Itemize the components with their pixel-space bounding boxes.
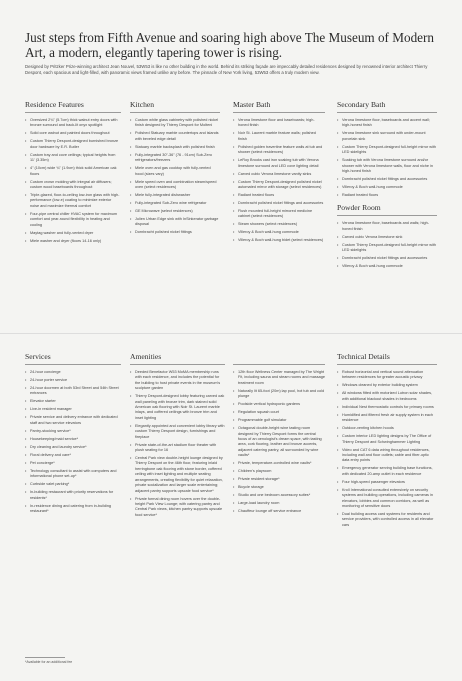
- feature-list: [233, 118, 325, 244]
- list-item: • Studio and one bedroom accessory suites*: [233, 493, 325, 498]
- list-item: • In-residence dining and catering from in-building restaurant*: [25, 504, 121, 515]
- master-bath-section: [233, 100, 325, 246]
- list-item: • Private resident storage*: [233, 477, 325, 482]
- feature-list: [130, 370, 225, 518]
- list-item: • Custom Thierry Despont-designed full-height mirror with LED sidelights: [337, 145, 437, 156]
- feature-list: [337, 370, 437, 528]
- list-item: • Octagonal double-height wine tasting room designed by Thierry Despont forms the central focus of an oenologist's dream space, with tasting area, cork flooring, leather and bronze accents, adjacent catering pantry, all surrounded by wine vaults*: [233, 426, 325, 458]
- list-item: • Bicycle storage: [233, 485, 325, 490]
- list-item: • LeRoy Brooks cast iron soaking tub with Verona limestone surround and LED cove lighting detail: [233, 158, 325, 169]
- feature-list: [130, 118, 220, 236]
- list-item: • Julien Urban Edge sink with InSinkerator garbage disposal: [130, 217, 220, 228]
- list-item: • Custom crown molding with integral air diffusers; custom wood baseboards throughout: [25, 180, 121, 191]
- list-item: • All windows fitted with motorized Lutron solar shades, with additional blackout shades in bedrooms: [337, 391, 437, 402]
- list-item: • Carved cubic Verona limestone vanity sinks: [233, 172, 325, 177]
- list-item: • GE Microwave (select residences): [130, 209, 220, 214]
- list-item: • Video and CAT 6 data wiring throughout residences, including wall and floor outlets; cable and fiber-optic data entry points: [337, 448, 437, 464]
- list-item: • Poolside vertical hydroponic gardens: [233, 402, 325, 407]
- list-item: • Deeded Benefactor W53 MoMA membership runs with each residence, and includes the potential for the building to host private events in the museum's sculpture garden: [130, 370, 225, 392]
- list-item: • Oversized 2¾" (5.7cm) thick walnut entry doors with bronze surround and back-lit onyx spotlight: [25, 118, 121, 129]
- list-item: • Windows cleaned by exterior building system: [337, 383, 437, 388]
- list-item: • Custom interior LED lighting designs by The Office of Thierry Despont and Schwinghammer Lighting: [337, 434, 437, 445]
- feature-list: [337, 118, 437, 198]
- technical-details-section: [337, 352, 437, 531]
- section-divider: [25, 112, 121, 113]
- secondary-bath-section: [337, 100, 437, 272]
- list-item: • 12th floor Wellness Center managed by The Wright Fit, including sauna and steam rooms and massage treatment room: [233, 370, 325, 386]
- list-item: • Villeroy & Boch wall-hung commode: [233, 230, 325, 235]
- list-item: • Dornbracht polished nickel fittings and accessories: [233, 201, 325, 206]
- list-item: • Central Park view double-height lounge designed by Thierry Despont on the 46th floor, featuring inlaid herringbone oak flooring with stone border, coffered ceiling with inset lighting and multiple seating arrangements, creating flexibility for quiet relaxation, private socialization and larger scale entertaining; adjacent pantry supports upscale food service*: [130, 456, 225, 494]
- list-item: • Children's playroom: [233, 469, 325, 474]
- list-item: • Robust horizontal and vertical sound attenuation between residences for greater acoustic privacy: [337, 370, 437, 381]
- list-item: • Custom Thierry Despont-designed polished nickel automated mirror with storage (select residences): [233, 180, 325, 191]
- list-item: • Individual Nest thermostatic controls for primary rooms: [337, 405, 437, 410]
- list-item: • Live-in resident manager: [25, 407, 121, 412]
- list-item: • Custom Thierry Despont-designed burnished bronze door hardware by E.R. Butler: [25, 139, 121, 150]
- list-item: • Fully-integrated Sub-Zero wine refrigerator: [130, 201, 220, 206]
- section-title: Services: [25, 352, 51, 361]
- list-item: • Four high-speed passenger elevators: [337, 480, 437, 485]
- list-item: • Radiant heated floors: [337, 193, 437, 198]
- list-item: • Elegantly appointed and convenient lobby library with custom Thierry Despont design, furnishings and fireplace: [130, 424, 225, 440]
- section-title: Master Bath: [233, 100, 271, 109]
- list-item: • Polished golden travertine feature walls at tub and shower (select residences): [233, 145, 325, 156]
- list-item: • Fully-integrated 30"-36" (76 - 91cm) Sub-Zero refrigerators/freezers: [130, 153, 220, 164]
- list-item: • 4" (10cm) wide ¾" (1.9cm) thick solid American oak floors: [25, 166, 121, 177]
- list-item: • Maytag washer and fully-vented dryer: [25, 231, 121, 236]
- list-item: • Humidified and filtered fresh air supply system in each residence: [337, 413, 437, 424]
- list-item: • Custom white glass cabinetry with polished nickel finish designed by Thierry Despont for Molteni: [130, 118, 220, 129]
- list-item: • Custom Thierry Despont-designed full-height mirror with LED sidelights: [337, 243, 437, 254]
- section-title: Powder Room: [337, 203, 381, 213]
- list-item: • Dual building access card systems for residents and service providers, with controlled access in all elevator cars: [337, 512, 437, 528]
- section-divider: [233, 112, 325, 113]
- list-item: • Villeroy & Boch wall-hung commode: [337, 264, 437, 269]
- section-divider: [337, 364, 437, 365]
- feature-list: [25, 118, 121, 244]
- list-item: • Curbside valet parking*: [25, 482, 121, 487]
- kitchen-section: [130, 100, 220, 238]
- section-divider: [130, 364, 225, 365]
- list-item: • Four-pipe central chiller HVAC system for maximum comfort and year-round flexibility in heating and cooling: [25, 212, 121, 228]
- section-divider: [233, 364, 325, 365]
- list-item: • Villeroy & Boch wall-hung commode: [337, 185, 437, 190]
- list-item: • Private service and delivery entrance with dedicated staff and two service elevators: [25, 415, 121, 426]
- section-divider: [25, 364, 121, 365]
- section-title: Secondary Bath: [337, 100, 386, 109]
- section-title: Residence Features: [25, 100, 84, 109]
- residence-features-section: [25, 100, 121, 247]
- feature-list: [25, 370, 121, 514]
- footnote-rule: [25, 657, 65, 658]
- section-title-spacer: [233, 352, 325, 361]
- list-item: • Private state-of-the-art stadium floor theater with plush seating for 16: [130, 443, 225, 454]
- list-item: • Verona limestone floor and baseboards; high-honed finish: [233, 118, 325, 129]
- list-item: • In-building restaurant with priority reservations for residents*: [25, 490, 121, 501]
- list-item: • Pantry-stocking service*: [25, 429, 121, 434]
- list-item: • 24-hour doormen at both 53rd Street and 54th Street entrances: [25, 386, 121, 397]
- list-item: • Outdoor-venting kitchen hoods: [337, 426, 437, 431]
- section-title: Technical Details: [337, 352, 390, 361]
- list-item: • Housekeeping/maid service*: [25, 437, 121, 442]
- list-item: • Floral delivery and care*: [25, 453, 121, 458]
- list-item: • Statuary marble backsplash with polished finish: [130, 145, 220, 150]
- list-item: • Radiant heated floors: [233, 193, 325, 198]
- list-item: • Carved cubic Verona limestone sink: [337, 235, 437, 240]
- section-title: Kitchen: [130, 100, 155, 109]
- list-item: • Polished Statuary marble countertops and islands with beveled edge detail: [130, 131, 220, 142]
- list-item: • Naturally lit 65-foot (20m) lap pool, hot tub and cold plunge: [233, 389, 325, 400]
- list-item: • Verona limestone floor, baseboards and accent wall; high-honest finish: [337, 118, 437, 129]
- list-item: • Miele fully-integrated dishwasher: [130, 193, 220, 198]
- list-item: • Dornbracht polished nickel fittings and accessories: [337, 256, 437, 261]
- list-item: • Emergency generator serving building base functions, with dedicated 20-amp outlet in each residence: [337, 466, 437, 477]
- list-item: • Triple-glazed, floor-to-ceiling low-iron glass with high-performance (low-e) coating to minimize exterior noise and maximize thermal comfort: [25, 193, 121, 209]
- list-item: • Chauffeur lounge off service entrance: [233, 509, 325, 514]
- list-item: • Miele speed oven and combination steam/speed oven (select residences): [130, 180, 220, 191]
- list-item: • Noir St. Laurent marble feature walls; polished finish: [233, 131, 325, 142]
- list-item: • Large-load laundry room: [233, 501, 325, 506]
- list-item: • Technology consultant to assist with computers and informational phone set-up*: [25, 469, 121, 480]
- list-item: • Private formal dining room hovers over the double-height Park View Lounge; with catering pantry and Central Park views, kitchen pantry supports upscale food service*: [130, 497, 225, 519]
- list-item: • Kroll International consulted extensively on security systems and building operations, including cameras in elevators, lobbies and common corridors, as well as monitoring of sensitive doors: [337, 488, 437, 510]
- list-item: • Regulation squash court: [233, 410, 325, 415]
- intro-paragraph: Designed by Pritzker Prize-winning architect Jean Nouvel, 53W53 is like no other building in the world. Behind its striking façade are impeccably detailed residences designed by renowned interior architect Thierry Despont, each spacious and light-filled, with panoramic views framed unlike any before. The pinnacle of New York living, 53W53 offers a truly modern view.: [25, 64, 428, 76]
- list-item: • Programmable golf simulator: [233, 418, 325, 423]
- list-item: • Verona limestone sink surround with under-mount porcelain sink: [337, 131, 437, 142]
- section-title: Amenities: [130, 352, 162, 361]
- list-item: • Dornbracht polished nickel fittings and accessories: [337, 177, 437, 182]
- feature-list: [337, 221, 437, 269]
- list-item: • Thierry Despont-designed lobby featuring carved oak wall paneling with bronze trim, dark stained solid American oak flooring with Noir St. Laurent marble inlays, and coffered ceilings with bronze trim and inset lighting: [130, 394, 225, 421]
- section-divider: [130, 112, 220, 113]
- list-item: • Dry cleaning and laundry service*: [25, 445, 121, 450]
- section-divider: [337, 112, 437, 113]
- list-item: • Verona limestone floor, baseboards and walls; high-honed finish: [337, 221, 437, 232]
- list-item: • Villeroy & Boch wall-hung bidet (select residences): [233, 238, 325, 243]
- footnote: *Available for an additional fee: [25, 660, 73, 664]
- list-item: • Solid core walnut and painted doors throughout: [25, 131, 121, 136]
- list-item: • Soaking tub with Verona limestone surround and/or shower with Verona limestone walls, floor and niche in high-honed finish: [337, 158, 437, 174]
- page-headline: Just steps from Fifth Avenue and soaring high above The Museum of Modern Art, a modern, elegantly tapering tower is rising.: [25, 30, 434, 60]
- list-item: • Elevator starter: [25, 399, 121, 404]
- page-fold: [0, 333, 462, 334]
- list-item: • Dornbracht polished nickel fittings: [130, 230, 220, 235]
- list-item: • 24-hour porter service: [25, 378, 121, 383]
- amenities-continued-section: [233, 352, 325, 517]
- list-item: • Miele oven and gas cooktop with fully-vented hood (sizes vary): [130, 166, 220, 177]
- list-item: • Flush mounted full-height mirrored medicine cabinet (select residences): [233, 209, 325, 220]
- list-item: • Custom tray and cove ceilings; typical heights from 11' (3.35m): [25, 153, 121, 164]
- list-item: • Steam showers (select residences): [233, 222, 325, 227]
- list-item: • Miele washer and dryer (floors 14-16 only): [25, 239, 121, 244]
- services-section: [25, 352, 121, 517]
- amenities-section: [130, 352, 225, 521]
- list-item: • Pet concierge*: [25, 461, 121, 466]
- section-divider: [337, 215, 437, 216]
- list-item: • 24-hour concierge: [25, 370, 121, 375]
- feature-list: [233, 370, 325, 515]
- list-item: • Private, temperature-controlled wine vaults*: [233, 461, 325, 466]
